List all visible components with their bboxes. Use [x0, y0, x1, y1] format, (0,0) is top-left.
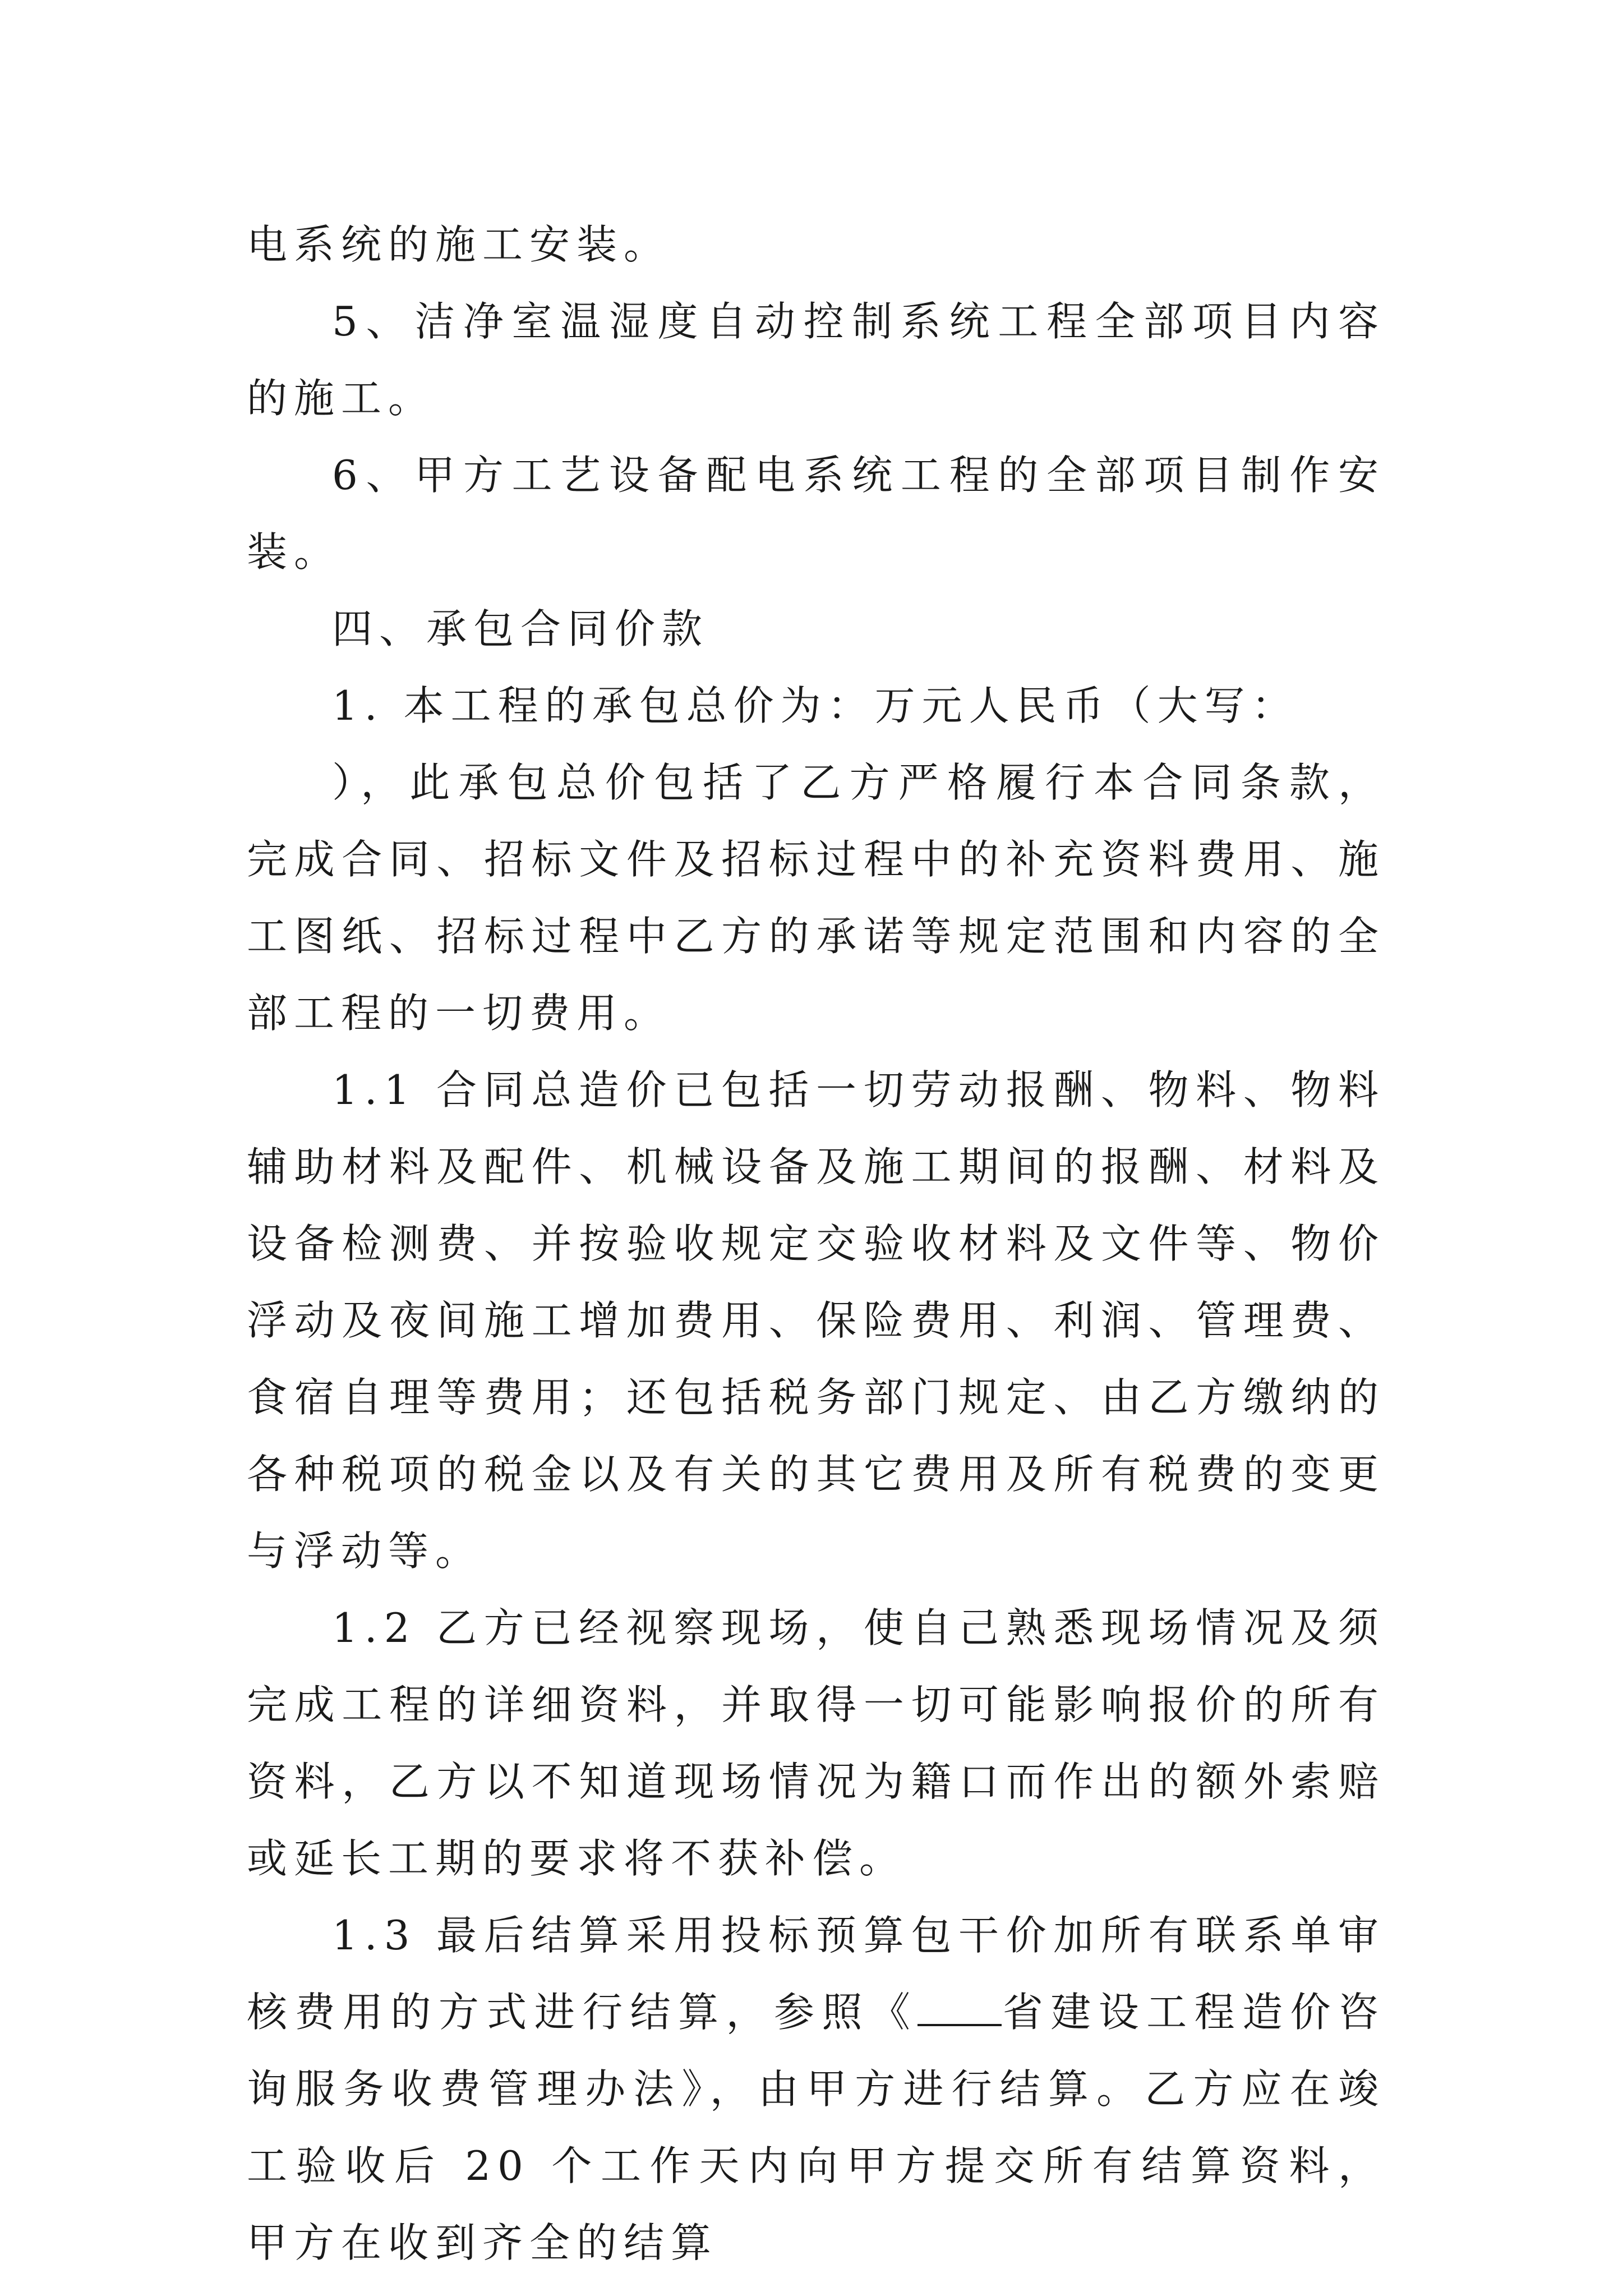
paragraph-price-scope: ），此承包总价包括了乙方严格履行本合同条款，完成合同、招标文件及招标过程中的补充资料费用、施工图纸、招标过程中乙方的承诺等规定范围和内容的全部工程的一切费用。 [247, 759, 1385, 1037]
paragraph-1-2: 1.2 乙方已经视察现场，使自己熟悉现场情况及须完成工程的详细资料，并取得一切可能影响报价的所有资料，乙方以不知道现场情况为籍口而作出的额外索赔或延长工期的要求将不获补偿。 [247, 1604, 1385, 1882]
paragraph-1-3 [247, 1897, 1385, 2281]
blank-underline [917, 1990, 1002, 2026]
paragraph-1: 电系统的施工安装。 [247, 221, 671, 268]
document-body [247, 206, 1385, 2281]
paragraph-1-1: 1.1 合同总造价已包括一切劳动报酬、物料、物料辅助材料及配件、机械设备及施工期间的报酬、材料及设备检测费、并按验收规定交验收材料及文件等、物价浮动及夜间施工增加费用、保险费用、利润、管理费、食宿自理等费用；还包括税务部门规定、由乙方缴纳的各种税项的税金以及有关的其它费用及所有税费的变更与浮动等。 [247, 1066, 1385, 1575]
paragraph-1-3-after: 省建设工程造价咨询服务收费管理办法》，由甲方进行结算。乙方应在竣工验收后 20 个工作天内向甲方提交所有结算资料，甲方在收到齐全的结算 [247, 1989, 1385, 2266]
paragraph-2: 5、洁净室温湿度自动控制系统工程全部项目内容的施工。 [247, 298, 1385, 422]
paragraph-3: 6、甲方工艺设备配电系统工程的全部项目制作安装。 [247, 452, 1385, 576]
paragraph-price: 1. 本工程的承包总价为：万元人民币（大写： [332, 682, 1299, 729]
section-heading: 四、承包合同价款 [332, 605, 709, 652]
paragraph-1-3-before: 1.3 最后结算采用投标预算包干价加所有联系单审核费用的方式进行结算，参照《 [247, 1912, 1385, 2036]
